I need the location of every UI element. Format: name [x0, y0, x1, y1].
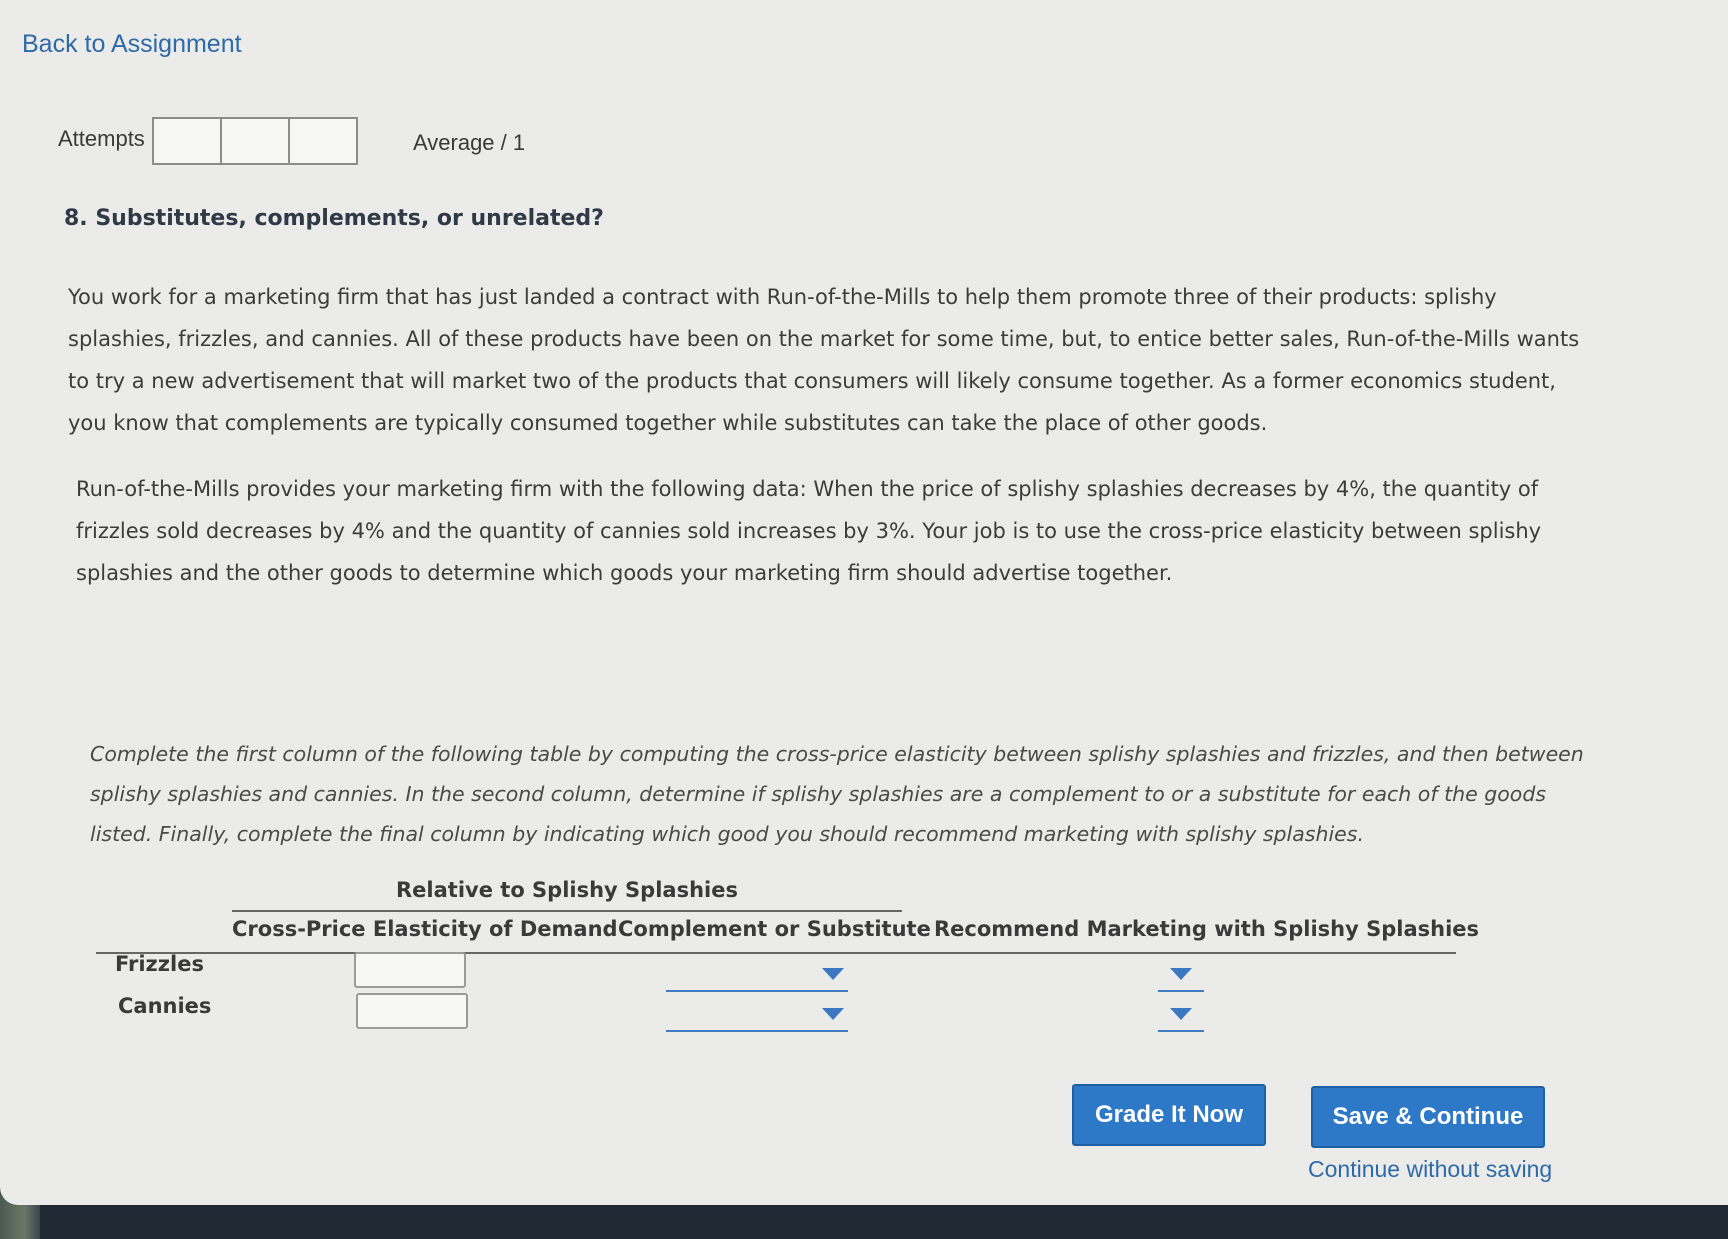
chevron-down-icon [1170, 968, 1192, 980]
frizzles-recommend-dropdown[interactable] [1158, 962, 1204, 992]
average-score-label: Average / 1 [413, 130, 526, 155]
attempts-label: Attempts [58, 126, 145, 151]
chevron-down-icon [822, 968, 844, 980]
chevron-down-icon [1170, 1008, 1192, 1020]
question-paragraph-1: You work for a marketing firm that has just landed a contract with Run-of-the-Mills to help them promote three of their products: splishy splashies, frizzles, and cannies. All of these products have been on the market for some time, but, to entice better sales, Run-of-the-Mills wants to try a new advertisement that will market two of the products that consumers will likely consume together. As a former economics student, you know that complements are typically consumed together while substitutes can take the place of other goods. [68, 285, 1580, 435]
attempt-box [154, 119, 222, 163]
attempt-box [290, 119, 356, 163]
table-header-divider [96, 952, 1456, 954]
attempt-indicator [152, 117, 358, 165]
cannies-elasticity-input[interactable] [356, 993, 468, 1029]
column-header-elasticity: Cross-Price Elasticity of Demand [232, 917, 618, 941]
continue-without-saving-link[interactable]: Continue without saving [1308, 1156, 1553, 1182]
table-instructions: Complete the first column of the following table by computing the cross-price elasticity between splishy splashies and frizzles, and then between splishy splashies and cannies. In the second column, determine if splishy splashies are a complement to or a substitute for each of the goods listed. Finally, complete the final column by indicating which good you should recommend marketing with splishy splashies. [90, 742, 1584, 846]
save-and-continue-button[interactable]: Save & Continue [1311, 1086, 1545, 1148]
cannies-relation-dropdown[interactable] [666, 1002, 848, 1032]
question-paragraph-2: Run-of-the-Mills provides your marketing firm with the following data: When the price of splishy splashies decreases by 4%, the quantity of frizzles sold decreases by 4% and the quantity of cannies sold increases by 3%. Your job is to use the cross-price elasticity between splishy splashies and the other goods to determine which goods your marketing firm should advertise together. [76, 477, 1542, 585]
column-header-recommend: Recommend Marketing with Splishy Splashies [934, 917, 1480, 941]
column-header-relation: Complement or Substitute [618, 917, 931, 941]
grade-it-now-button[interactable]: Grade It Now [1072, 1084, 1266, 1146]
back-to-assignment-link[interactable]: Back to Assignment [22, 30, 242, 58]
row-label-cannies: Cannies [118, 994, 212, 1018]
question-title: 8. Substitutes, complements, or unrelated? [64, 206, 604, 231]
row-label-frizzles: Frizzles [115, 952, 204, 976]
frizzles-relation-dropdown[interactable] [666, 962, 848, 992]
attempt-box [222, 119, 290, 163]
cannies-recommend-dropdown[interactable] [1158, 1002, 1204, 1032]
table-group-header: Relative to Splishy Splashies [232, 878, 902, 912]
chevron-down-icon [822, 1008, 844, 1020]
frizzles-elasticity-input[interactable] [354, 952, 466, 988]
